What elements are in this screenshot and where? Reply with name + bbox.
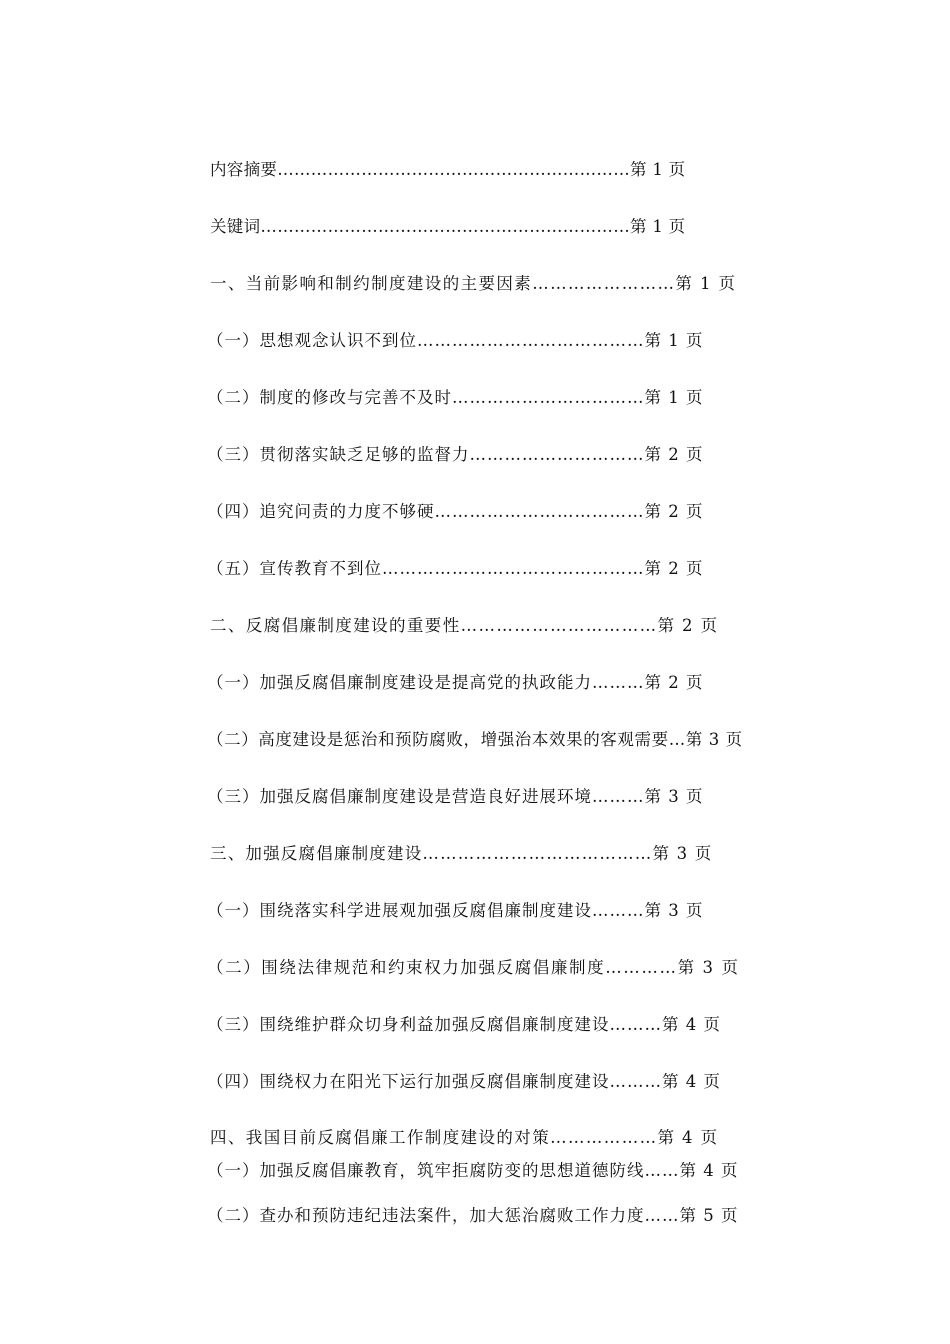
toc-entry-1-3: （三）贯彻落实缺乏足够的监督力…………………………第 2 页 bbox=[207, 445, 704, 464]
toc-entry-section-2: 二、反腐倡廉制度建设的重要性……………………………第 2 页 bbox=[210, 616, 719, 635]
toc-entry-1-1: （一）思想观念认识不到位…………………………………第 1 页 bbox=[207, 331, 704, 350]
toc-entry-section-3: 三、加强反腐倡廉制度建设…………………………………第 3 页 bbox=[210, 844, 713, 863]
toc-entry-section-4: 四、我国目前反腐倡廉工作制度建设的对策………………第 4 页 bbox=[210, 1128, 719, 1147]
toc-entry-1-2: （二）制度的修改与完善不及时……………………………第 1 页 bbox=[207, 388, 704, 407]
toc-entry-abstract: 内容摘要………………………………………………………第 1 页 bbox=[210, 160, 686, 179]
toc-entry-4-1: （一）加强反腐倡廉教育，筑牢拒腐防变的思想道德防线……第 4 页 bbox=[207, 1161, 739, 1180]
toc-entry-3-2: （二）围绕法律规范和约束权力加强反腐倡廉制度…………第 3 页 bbox=[207, 958, 740, 977]
toc-entry-1-4: （四）追究问责的力度不够硬………………………………第 2 页 bbox=[207, 502, 704, 521]
toc-entry-2-3: （三）加强反腐倡廉制度建设是营造良好进展环境………第 3 页 bbox=[207, 787, 704, 806]
toc-entry-4-2: （二）查办和预防违纪违法案件，加大惩治腐败工作力度……第 5 页 bbox=[207, 1206, 739, 1225]
toc-entry-3-1: （一）围绕落实科学进展观加强反腐倡廉制度建设………第 3 页 bbox=[207, 901, 704, 920]
toc-entry-2-1: （一）加强反腐倡廉制度建设是提高党的执政能力………第 2 页 bbox=[207, 673, 704, 692]
toc-entry-section-1: 一、当前影响和制约制度建设的主要因素……………………第 1 页 bbox=[210, 274, 737, 293]
toc-entry-1-5: （五）宣传教育不到位………………………………………第 2 页 bbox=[207, 559, 704, 578]
toc-entry-3-3: （三）围绕维护群众切身利益加强反腐倡廉制度建设………第 4 页 bbox=[207, 1015, 721, 1034]
toc-entry-2-2: （二）高度建设是惩治和预防腐败，增强治本效果的客观需要…第 3 页 bbox=[207, 730, 743, 749]
toc-entry-keywords: 关键词…………………………………………………………第 1 页 bbox=[210, 217, 686, 236]
toc-entry-3-4: （四）围绕权力在阳光下运行加强反腐倡廉制度建设………第 4 页 bbox=[207, 1072, 721, 1091]
